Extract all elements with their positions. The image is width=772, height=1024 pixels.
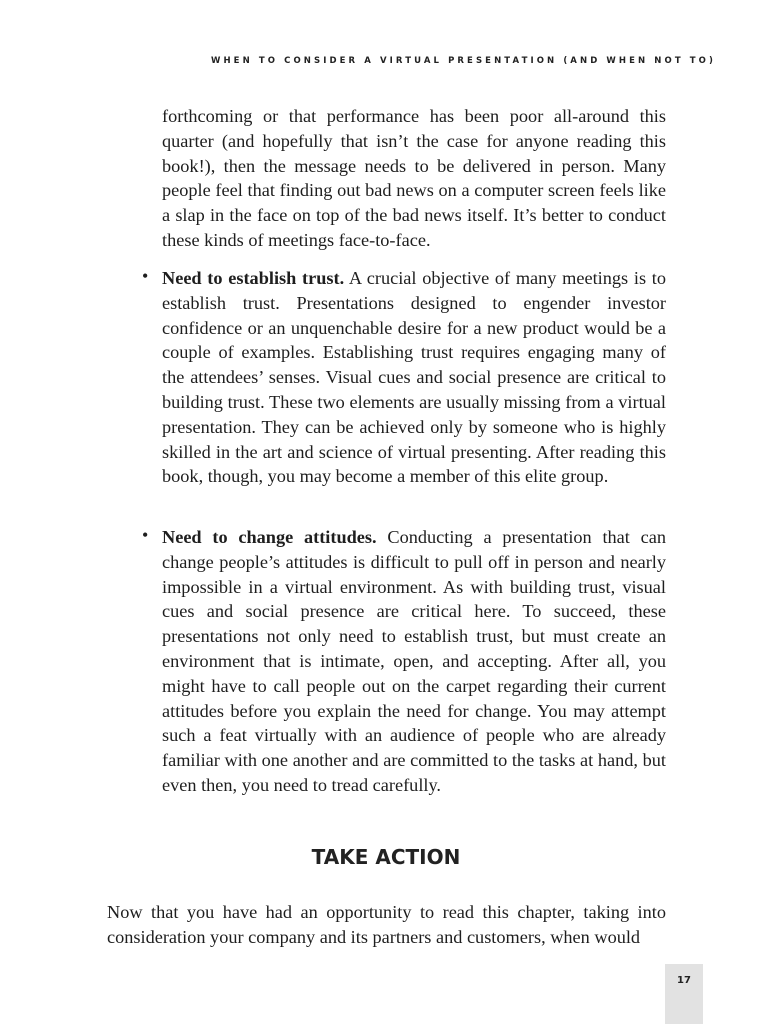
bullet-body-trust: A crucial objective of many meetings is to establish trust. Presentations designed to engender investor confidence or an unquenchable desire for a new product would be a couple of examples. Establishing trust requires engaging many of the attendees’ senses. Visual cues and social presence are critical to building trust. These two elements are usually missing from a virtual presentation. They can be achieved only by someone who is highly skilled in the art and science of virtual presenting. After reading this book, though, you may become a member of this elite group.: [162, 268, 666, 487]
section-heading: TAKE ACTION: [311, 845, 461, 869]
bullet-text-trust: [162, 266, 666, 489]
bullet-marker: •: [142, 266, 149, 286]
continued-paragraph: forthcoming or that performance has been poor all-around this quarter (and hopefully that isn’t the case for anyone reading this book!), then the message needs to be delivered in person. Many people feel that finding out bad news on a computer screen feels like a slap in the face on top of the bad news itself. It’s better to conduct these kinds of meetings face-to-face.: [162, 106, 666, 250]
bullet-lead-attitudes: Need to change attitudes.: [162, 527, 377, 547]
bullet-lead-trust: Need to establish trust.: [162, 268, 345, 288]
page-number: 17: [677, 975, 691, 986]
page-number-tab: [665, 964, 703, 1024]
bullet-body-attitudes: Conducting a presentation that can change people’s attitudes is difficult to pull off in person and nearly impossible in a virtual environment. As with building trust, visual cues and social presence are critical here. To succeed, these presentations not only need to establish trust, but must create an environment that is intimate, open, and accepting. After all, you might have to call people out on the carpet regarding their current attitudes before you explain the need for change. You may attempt such a feat virtually with an audience of people who are already familiar with one another and are committed to the tasks at hand, but even then, you need to tread carefully.: [162, 527, 666, 795]
bullet-text-attitudes: [162, 525, 666, 798]
running-head: WHEN TO CONSIDER A VIRTUAL PRESENTATION (AND WHEN NOT TO): [210, 56, 716, 66]
bullet-item-attitudes: [142, 525, 666, 798]
bullet-marker: •: [142, 525, 149, 545]
action-paragraph: Now that you have had an opportunity to read this chapter, taking into consideration your company and its partners and customers, when would: [107, 902, 666, 947]
bullet-list-attitudes: [142, 525, 666, 798]
bullet-item-trust: [142, 266, 666, 489]
bullet-list-trust: [142, 266, 666, 489]
